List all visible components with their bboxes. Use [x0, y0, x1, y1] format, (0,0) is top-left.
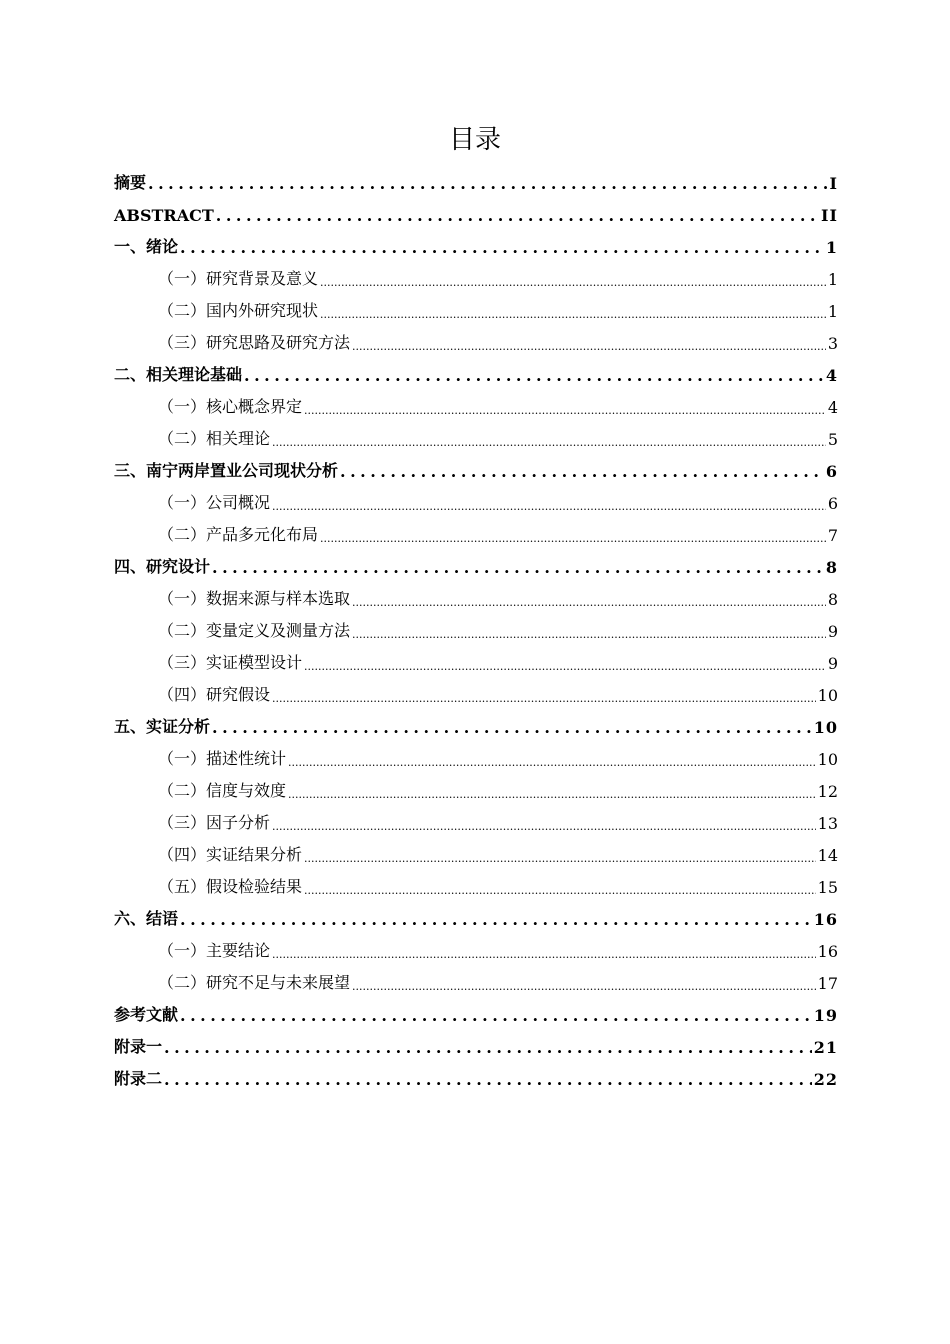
toc-dot-leader [180, 238, 824, 261]
toc-entry-label: （三）研究思路及研究方法 [158, 333, 351, 352]
toc-entry[interactable] [114, 1061, 838, 1093]
toc-entry-page-number: 22 [813, 1070, 838, 1089]
toc-entry-page-number: 19 [813, 1006, 838, 1025]
toc-dot-leader [352, 596, 826, 613]
toc-entry[interactable] [114, 837, 838, 869]
toc-entry-page-number: 6 [825, 462, 838, 481]
toc-entry-page-number: 16 [813, 910, 838, 929]
toc-entry-label: （一）研究背景及意义 [158, 269, 319, 288]
toc-entry-label: （二）研究不足与未来展望 [158, 973, 351, 992]
toc-entry[interactable] [114, 293, 838, 325]
toc-entry-label: （一）公司概况 [158, 493, 271, 512]
toc-entry-page-number: I [829, 174, 838, 193]
toc-entry-page-number: 14 [817, 846, 838, 865]
toc-entry[interactable] [114, 709, 838, 741]
toc-entry[interactable] [114, 645, 838, 677]
toc-entry-page-number: 1 [825, 238, 838, 257]
toc-entry-label: （三）因子分析 [158, 813, 271, 832]
toc-entry[interactable] [114, 901, 838, 933]
toc-entry-page-number: 9 [827, 622, 838, 641]
toc-dot-leader [340, 462, 824, 485]
toc-dot-leader [272, 820, 816, 837]
toc-entry[interactable] [114, 965, 838, 997]
toc-entry-page-number: 10 [813, 718, 838, 737]
toc-entry-page-number: 3 [827, 334, 838, 353]
toc-entry-page-number: 16 [817, 942, 838, 961]
toc-entry-label: （二）国内外研究现状 [158, 301, 319, 320]
toc-dot-leader [272, 436, 826, 453]
toc-dot-leader [212, 558, 824, 581]
toc-entry-page-number: 8 [825, 558, 838, 577]
toc-entry-page-number: 10 [817, 750, 838, 769]
toc-entry-label: （一）描述性统计 [158, 749, 287, 768]
toc-dot-leader [304, 852, 816, 869]
toc-entry-label: 四、研究设计 [114, 557, 211, 576]
toc-entry[interactable] [114, 581, 838, 613]
toc-entry-label: 五、实证分析 [114, 717, 211, 736]
toc-dot-leader [212, 718, 812, 741]
toc-entry-page-number: 15 [817, 878, 838, 897]
toc-dot-leader [180, 1006, 812, 1029]
toc-entry-label: （二）信度与效度 [158, 781, 287, 800]
toc-entry-page-number: 13 [817, 814, 838, 833]
toc-entry[interactable] [114, 261, 838, 293]
toc-dot-leader [304, 404, 826, 421]
toc-entry-page-number: 1 [827, 302, 838, 321]
toc-dot-leader [320, 308, 826, 325]
toc-entry-label: （二）相关理论 [158, 429, 271, 448]
toc-entry[interactable] [114, 549, 838, 581]
toc-dot-leader [288, 788, 816, 805]
toc-dot-leader [216, 206, 819, 229]
toc-dot-leader [180, 910, 812, 933]
toc-entry[interactable] [114, 389, 838, 421]
toc-entry-label: 摘要 [114, 173, 147, 192]
toc-entry-label: （二）变量定义及测量方法 [158, 621, 351, 640]
toc-entry-page-number: 4 [827, 398, 838, 417]
toc-entry-label: ABSTRACT [114, 206, 214, 225]
toc-entry-label: （一）核心概念界定 [158, 397, 303, 416]
toc-entry[interactable] [114, 677, 838, 709]
toc-entry-page-number: 17 [817, 974, 838, 993]
toc-entry-page-number: 10 [817, 686, 838, 705]
toc-entry[interactable] [114, 997, 838, 1029]
toc-dot-leader [164, 1070, 812, 1093]
toc-entry-label: （二）产品多元化布局 [158, 525, 319, 544]
toc-list [114, 165, 838, 1093]
toc-entry[interactable] [114, 197, 838, 229]
toc-dot-leader [304, 660, 826, 677]
toc-entry[interactable] [114, 741, 838, 773]
toc-entry[interactable] [114, 805, 838, 837]
toc-entry-page-number: 1 [827, 270, 838, 289]
toc-entry-label: （四）研究假设 [158, 685, 271, 704]
toc-entry-label: 一、绪论 [114, 237, 179, 256]
toc-entry[interactable] [114, 421, 838, 453]
toc-entry-label: 六、结语 [114, 909, 179, 928]
toc-entry-label: 三、南宁两岸置业公司现状分析 [114, 461, 339, 480]
toc-entry-page-number: 6 [827, 494, 838, 513]
toc-dot-leader [352, 628, 826, 645]
toc-dot-leader [244, 366, 824, 389]
toc-dot-leader [320, 276, 826, 293]
toc-entry-label: 附录一 [114, 1037, 163, 1056]
toc-dot-leader [352, 980, 816, 997]
toc-entry[interactable] [114, 165, 838, 197]
toc-dot-leader [352, 340, 826, 357]
toc-entry-page-number: 12 [817, 782, 838, 801]
toc-entry-page-number: 8 [827, 590, 838, 609]
toc-entry-label: 附录二 [114, 1069, 163, 1088]
toc-entry-page-number: 7 [827, 526, 838, 545]
toc-dot-leader [272, 692, 816, 709]
toc-entry-page-number: 4 [825, 366, 838, 385]
toc-dot-leader [272, 948, 816, 965]
toc-dot-leader [148, 174, 828, 197]
toc-entry[interactable] [114, 325, 838, 357]
toc-entry-page-number: II [821, 206, 838, 225]
toc-entry[interactable] [114, 613, 838, 645]
toc-dot-leader [272, 500, 826, 517]
toc-entry-page-number: 5 [827, 430, 838, 449]
toc-entry[interactable] [114, 1029, 838, 1061]
toc-entry-label: 二、相关理论基础 [114, 365, 243, 384]
toc-dot-leader [288, 756, 816, 773]
toc-entry[interactable] [114, 229, 838, 261]
toc-dot-leader [320, 532, 826, 549]
toc-entry[interactable] [114, 869, 838, 901]
toc-entry[interactable] [114, 773, 838, 805]
toc-entry-label: （一）主要结论 [158, 941, 271, 960]
toc-entry-label: （三）实证模型设计 [158, 653, 303, 672]
toc-title: 目录 [448, 125, 501, 155]
toc-entry[interactable] [114, 453, 838, 485]
toc-entry[interactable] [114, 517, 838, 549]
toc-entry-label: （五）假设检验结果 [158, 877, 303, 896]
toc-dot-leader [304, 884, 816, 901]
toc-entry-page-number: 21 [813, 1038, 838, 1057]
toc-dot-leader [164, 1038, 812, 1061]
toc-entry-label: （一）数据来源与样本选取 [158, 589, 351, 608]
toc-entry-label: （四）实证结果分析 [158, 845, 303, 864]
toc-entry-label: 参考文献 [114, 1005, 179, 1024]
toc-entry[interactable] [114, 357, 838, 389]
toc-entry[interactable] [114, 485, 838, 517]
toc-entry[interactable] [114, 933, 838, 965]
toc-entry-page-number: 9 [827, 654, 838, 673]
